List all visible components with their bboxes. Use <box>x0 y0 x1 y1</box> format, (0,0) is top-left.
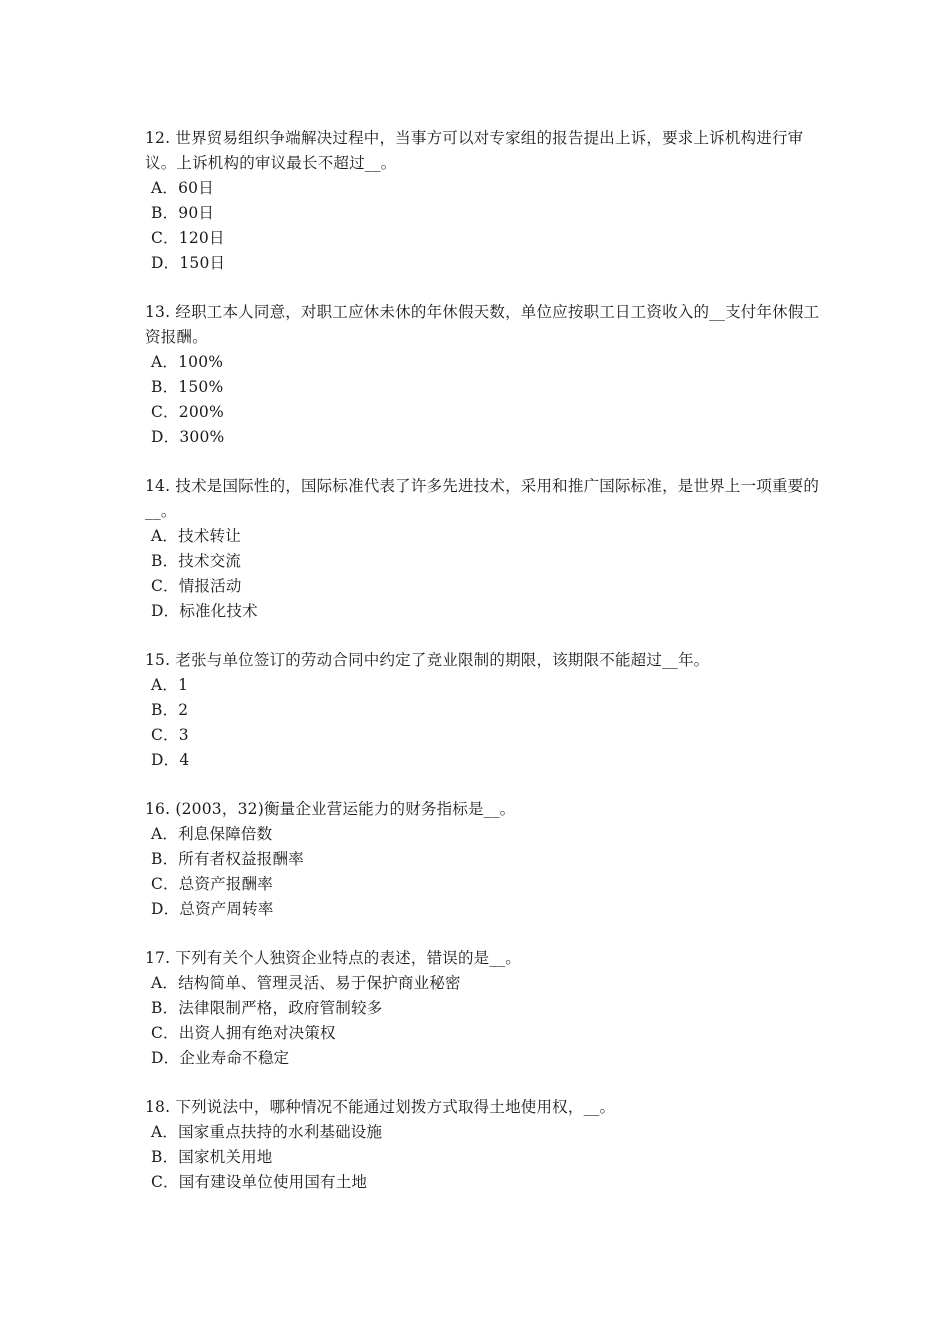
document-page <box>145 126 825 1219</box>
option-list <box>145 822 825 922</box>
option-c: C．出资人拥有绝对决策权 <box>151 1024 336 1042</box>
option-d: D．企业寿命不稳定 <box>151 1049 290 1067</box>
option-c: C．120日 <box>151 229 225 247</box>
question-12 <box>145 126 825 276</box>
question-stem: 13. 经职工本人同意，对职工应休未休的年休假天数，单位应按职工日工资收入的__支付年休假工资报酬。 <box>145 303 820 346</box>
question-stem: 12. 世界贸易组织争端解决过程中，当事方可以对专家组的报告提出上诉，要求上诉机构进行审议。上诉机构的审议最长不超过__。 <box>145 129 804 172</box>
question-stem: 18. 下列说法中，哪种情况不能通过划拨方式取得土地使用权，__。 <box>145 1098 616 1116</box>
option-d: D．150日 <box>151 254 226 272</box>
question-18 <box>145 1095 825 1195</box>
option-c: C．3 <box>151 726 189 744</box>
option-a: A．利息保障倍数 <box>151 825 273 843</box>
question-15 <box>145 648 825 773</box>
option-a: A．技术转让 <box>151 527 241 545</box>
option-a: A．1 <box>151 676 189 694</box>
option-list <box>145 673 825 773</box>
question-stem: 17. 下列有关个人独资企业特点的表述，错误的是__。 <box>145 949 521 967</box>
question-stem: 16. (2003，32)衡量企业营运能力的财务指标是__。 <box>145 800 516 818</box>
option-d: D．4 <box>151 751 190 769</box>
option-b: B．国家机关用地 <box>151 1148 273 1166</box>
question-13 <box>145 300 825 450</box>
option-d: D．300% <box>151 428 225 446</box>
option-c: C．国有建设单位使用国有土地 <box>151 1173 368 1191</box>
option-a: A．60日 <box>151 179 214 197</box>
option-a: A．结构简单、管理灵活、易于保护商业秘密 <box>151 974 461 992</box>
option-b: B．法律限制严格，政府管制较多 <box>151 999 383 1017</box>
option-d: D．标准化技术 <box>151 602 258 620</box>
option-b: B．150% <box>151 378 224 396</box>
option-b: B．所有者权益报酬率 <box>151 850 304 868</box>
option-list <box>145 524 825 624</box>
question-stem: 15. 老张与单位签订的劳动合同中约定了竞业限制的期限，该期限不能超过__年。 <box>145 651 710 669</box>
question-14 <box>145 474 825 624</box>
question-stem: 14. 技术是国际性的，国际标准代表了许多先进技术，采用和推广国际标准，是世界上一项重要的__。 <box>145 477 820 520</box>
option-b: B．2 <box>151 701 189 719</box>
option-c: C．200% <box>151 403 224 421</box>
option-list <box>145 971 825 1071</box>
option-b: B．90日 <box>151 204 215 222</box>
option-c: C．情报活动 <box>151 577 242 595</box>
option-c: C．总资产报酬率 <box>151 875 273 893</box>
option-a: A．100% <box>151 353 224 371</box>
option-b: B．技术交流 <box>151 552 242 570</box>
option-list <box>145 350 825 450</box>
question-16 <box>145 797 825 922</box>
option-list <box>145 1120 825 1195</box>
option-d: D．总资产周转率 <box>151 900 274 918</box>
option-list <box>145 176 825 276</box>
question-17 <box>145 946 825 1071</box>
option-a: A．国家重点扶持的水利基础设施 <box>151 1123 383 1141</box>
